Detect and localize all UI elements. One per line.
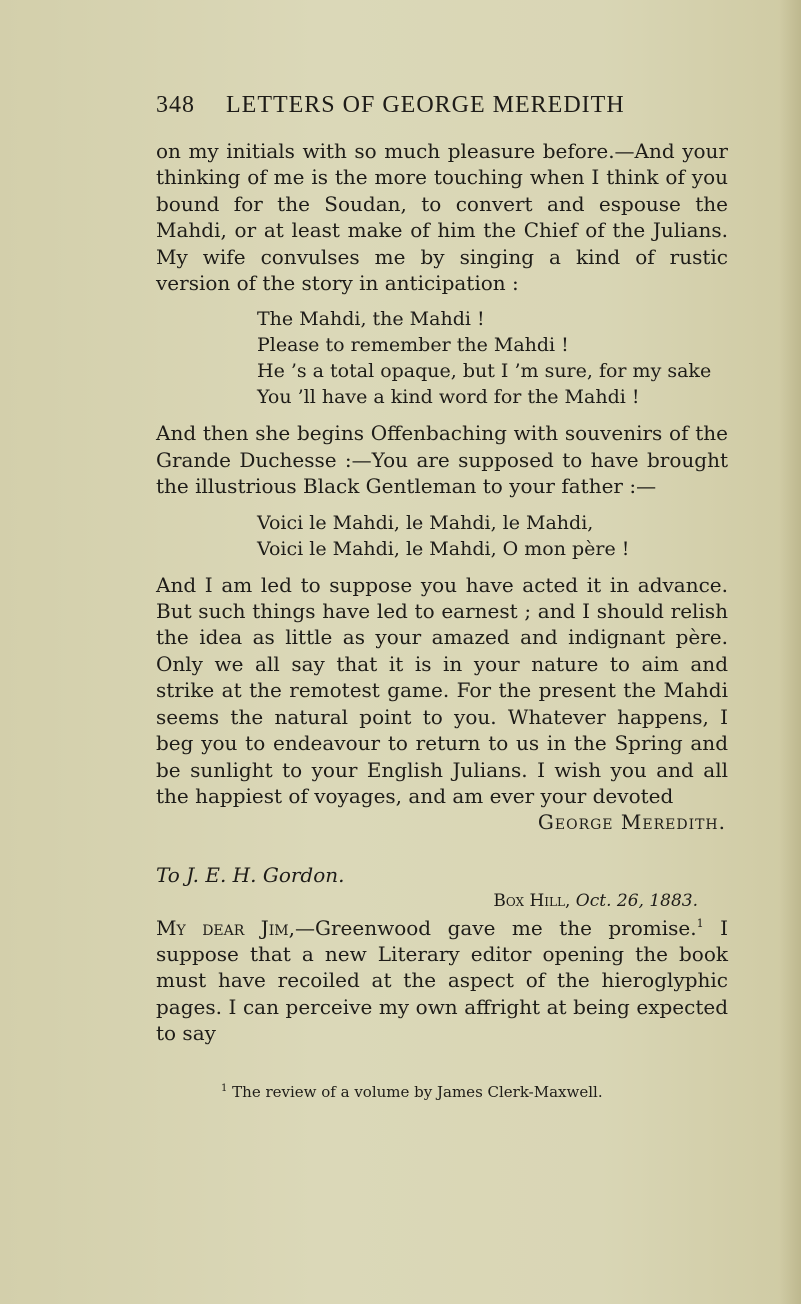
verse-line: He ’s a total opaque, but I ’m sure, for my sake [257, 360, 712, 383]
signature: George Meredith. [537, 810, 726, 835]
letter-text-start: —Greenwood gave me the promise. [295, 915, 697, 940]
verse-1 [257, 306, 728, 410]
footnote-reference: 1 [696, 916, 704, 930]
page-number: 348 [156, 92, 195, 118]
letter-recipient: To J. E. H. Gordon. [156, 862, 345, 887]
verse-line: Voici le Mahdi, le Mahdi, O mon père ! [257, 537, 630, 560]
paragraph-4 [156, 915, 728, 1047]
letter-date: Oct. 26, 1883. [575, 891, 698, 912]
verse-line: Voici le Mahdi, le Mahdi, le Mahdi, [257, 511, 594, 534]
paragraph-2: And then she begins Offenbaching with souvenirs of the Grande Duchesse :—You are supposed to have brought the illustrious Black Gentleman to your father :— [156, 421, 728, 499]
verse-line: Please to remember the Mahdi ! [257, 334, 569, 357]
page-body [156, 138, 728, 1047]
letter-place: Box Hill, [493, 891, 571, 912]
verse-line: You ’ll have a kind word for the Mahdi ! [257, 386, 640, 409]
page-edge-shadow [779, 0, 801, 1304]
paragraph-1: on my initials with so much pleasure before.—And your thinking of me is the more touching when I think of you bound for the Soudan, to convert and espouse the Mahdi, or at least make of him the Chief of the Julians. My wife convulses me by singing a kind of rustic version of the story in anticipation : [156, 139, 728, 296]
footnote-marker: 1 [221, 1083, 228, 1094]
footnote-text: The review of a volume by James Clerk-Maxwell. [232, 1083, 603, 1101]
verse-line: The Mahdi, the Mahdi ! [257, 308, 485, 331]
letter-dateline [156, 888, 698, 914]
verse-2 [257, 510, 728, 562]
letter-text-continued: I suppose that a new Literary editor opening the book must have recoiled at the aspect of the hieroglyphic pages. I can perceive my own affright at being expected to say [156, 915, 728, 1046]
running-head [156, 92, 716, 122]
paragraph-3: And I am led to suppose you have acted it in advance. But such things have led to earnest ; and I should relish the idea as little as your amazed and indignant père. Only we all say that it is in your nature to aim and strike at the remotest game. For the present the Mahdi seems the natural point to you. Whatever happens, I beg you to endeavour to return to us in the Spring and be sunlight to your English Julians. I wish you and all the happiest of voyages, and am ever your devoted [156, 572, 728, 808]
running-title: LETTERS OF GEORGE MEREDITH [226, 92, 625, 118]
letter-salutation: My dear Jim, [156, 915, 295, 940]
footnote [221, 1083, 741, 1101]
